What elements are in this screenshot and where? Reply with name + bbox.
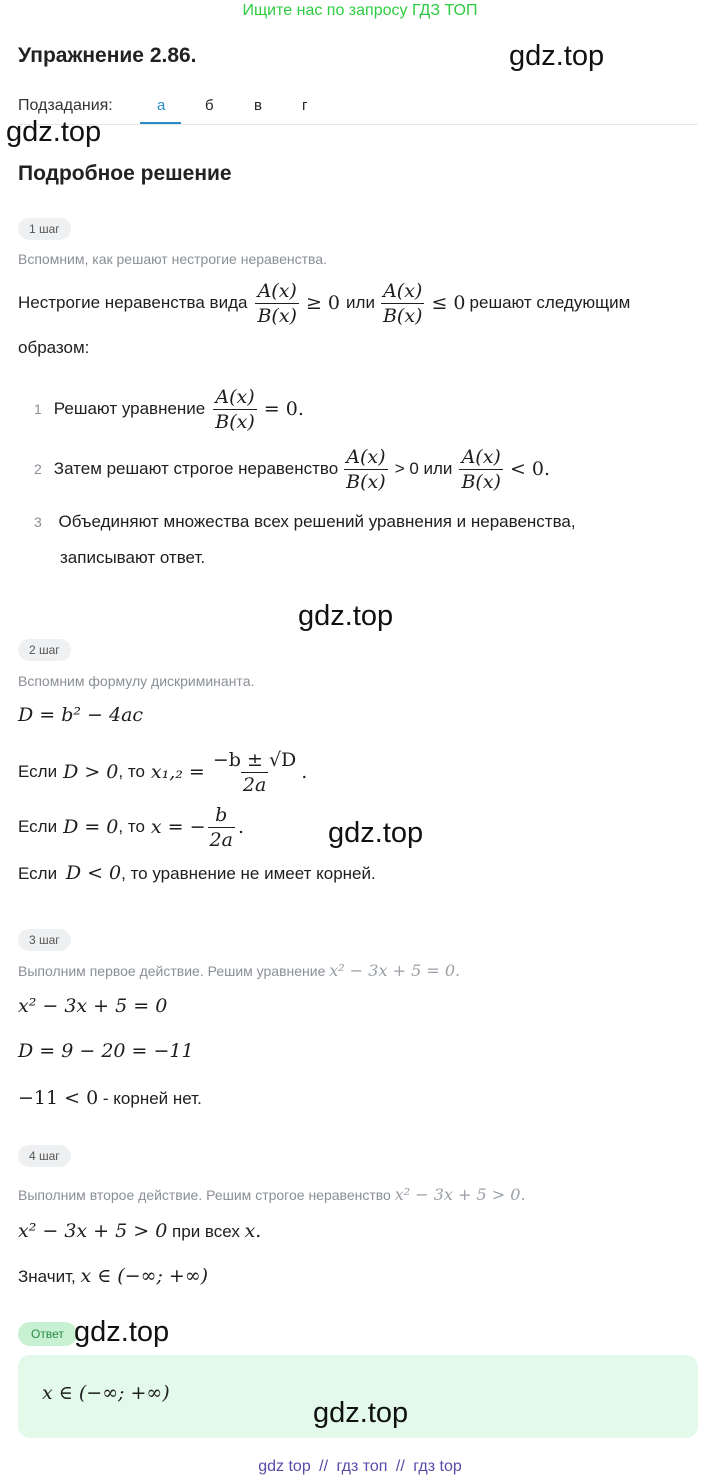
math: D > 0 bbox=[63, 761, 119, 783]
result-line bbox=[18, 1265, 208, 1287]
footer-separator: // bbox=[319, 1458, 329, 1475]
case-line bbox=[18, 862, 376, 884]
fraction-numerator: A(x) bbox=[257, 279, 297, 302]
intro-after: решают следующим bbox=[469, 293, 631, 312]
list-text-cont: записывают ответ. bbox=[60, 548, 206, 567]
list-number: 1 bbox=[34, 401, 42, 417]
conclusion-text: - корней нет. bbox=[98, 1089, 202, 1108]
if-word: Если bbox=[18, 817, 58, 836]
list-item bbox=[34, 383, 304, 435]
math: ≥ 0 bbox=[305, 292, 341, 314]
fraction-denominator: 2a bbox=[242, 773, 267, 796]
tab-a[interactable]: а bbox=[157, 97, 166, 114]
if-word: Если bbox=[18, 864, 58, 883]
math: < 0. bbox=[509, 458, 551, 480]
then-word: , то bbox=[118, 762, 145, 781]
step-hint bbox=[18, 1185, 526, 1204]
step-badge: 2 шаг bbox=[18, 639, 71, 661]
list-text: Решают уравнение bbox=[53, 399, 206, 418]
watermark: gdz.top bbox=[298, 600, 394, 632]
list-text: Объединяют множества всех решений уравнения и неравенства, bbox=[58, 512, 576, 531]
fraction-numerator: −b ± √D bbox=[212, 748, 297, 771]
result-text: Значит, bbox=[18, 1267, 81, 1286]
equation: D = 9 − 20 = −11 bbox=[18, 1040, 194, 1062]
watermark: gdz.top bbox=[74, 1316, 170, 1348]
intro-text: Нестрогие неравенства вида bbox=[18, 293, 248, 312]
subtasks-label: Подзадания: bbox=[18, 97, 113, 114]
math: x. bbox=[244, 1220, 262, 1242]
intro-or: или bbox=[346, 293, 375, 312]
fraction-numerator: b bbox=[215, 803, 228, 826]
hint-math: x² − 3x + 5 = 0. bbox=[329, 961, 461, 980]
list-mid: > 0 или bbox=[394, 459, 453, 478]
footer-link[interactable]: гдз топ bbox=[336, 1458, 388, 1475]
math: ≤ 0 bbox=[431, 292, 466, 314]
fraction-numerator: A(x) bbox=[461, 445, 501, 468]
fraction-numerator: A(x) bbox=[346, 445, 386, 468]
math: x ∈ (−∞; +∞) bbox=[80, 1265, 209, 1287]
answer-badge: Ответ bbox=[18, 1322, 77, 1346]
if-word: Если bbox=[18, 762, 58, 781]
list-item bbox=[34, 512, 576, 532]
watermark: gdz.top bbox=[6, 116, 102, 148]
hint-text: Выполним первое действие. Решим уравнение bbox=[18, 963, 326, 979]
case3-text: , то уравнение не имеет корней. bbox=[121, 864, 376, 883]
hint-math: x² − 3x + 5 > 0. bbox=[394, 1185, 526, 1204]
case-line bbox=[18, 745, 307, 799]
math: . bbox=[301, 761, 308, 783]
page-title: Упражнение 2.86. bbox=[18, 44, 197, 67]
tab-b[interactable]: б bbox=[205, 97, 214, 114]
tab-g[interactable]: г bbox=[302, 97, 308, 114]
fraction bbox=[213, 386, 257, 433]
step-badge: 4 шаг bbox=[18, 1145, 71, 1167]
case-line bbox=[18, 802, 244, 852]
fraction bbox=[208, 804, 235, 851]
fraction-denominator: B(x) bbox=[215, 410, 255, 433]
math: D < 0 bbox=[65, 862, 122, 884]
watermark: gdz.top bbox=[509, 40, 605, 72]
math: x₁,₂ = bbox=[150, 761, 205, 783]
result-text: при всех bbox=[167, 1222, 245, 1241]
result-line bbox=[18, 1220, 261, 1242]
list-number: 2 bbox=[34, 461, 42, 477]
fraction bbox=[211, 749, 298, 796]
math: . bbox=[237, 816, 245, 838]
math: −11 < 0 bbox=[18, 1087, 99, 1109]
fraction bbox=[255, 280, 299, 327]
fraction-denominator: B(x) bbox=[257, 304, 297, 327]
fraction-numerator: A(x) bbox=[383, 279, 423, 302]
divider bbox=[18, 124, 698, 125]
footer-links bbox=[0, 1458, 720, 1476]
fraction bbox=[459, 446, 503, 493]
step1-intro bbox=[18, 276, 630, 330]
footer-link[interactable]: гдз top bbox=[413, 1458, 462, 1475]
fraction-numerator: A(x) bbox=[215, 385, 255, 408]
watermark: gdz.top bbox=[313, 1397, 409, 1429]
fraction-denominator: 2a bbox=[209, 828, 233, 851]
fraction-denominator: B(x) bbox=[461, 470, 501, 493]
math: = 0. bbox=[263, 398, 304, 420]
step-badge: 3 шаг bbox=[18, 929, 71, 951]
step-badge: 1 шаг bbox=[18, 218, 71, 240]
conclusion bbox=[18, 1087, 202, 1109]
fraction bbox=[381, 280, 425, 327]
hint-text: Выполним второе действие. Решим строгое неравенство bbox=[18, 1187, 391, 1203]
math: D = 0 bbox=[63, 816, 119, 838]
formula: D = b² − 4ac bbox=[18, 704, 144, 726]
tab-v[interactable]: в bbox=[254, 97, 262, 114]
list-number: 3 bbox=[34, 514, 42, 530]
answer-value: x ∈ (−∞; +∞) bbox=[42, 1382, 170, 1404]
equation: x² − 3x + 5 = 0 bbox=[18, 995, 168, 1017]
then-word: , то bbox=[118, 817, 145, 836]
math: x² − 3x + 5 > 0 bbox=[18, 1220, 168, 1242]
list-item bbox=[34, 443, 550, 495]
list-text: Затем решают строгое неравенство bbox=[53, 459, 339, 478]
fraction-denominator: B(x) bbox=[382, 304, 423, 327]
fraction bbox=[344, 446, 388, 493]
top-banner[interactable]: Ищите нас по запросу ГДЗ ТОП bbox=[242, 2, 478, 19]
step-hint: Вспомним формулу дискриминанта. bbox=[18, 673, 255, 689]
intro-line2: образом: bbox=[18, 338, 90, 357]
footer-separator: // bbox=[395, 1458, 405, 1475]
math: x = − bbox=[150, 816, 206, 838]
watermark: gdz.top bbox=[328, 817, 424, 849]
footer-link[interactable]: gdz top bbox=[258, 1458, 311, 1475]
step-hint: Вспомним, как решают нестрогие неравенства. bbox=[18, 251, 327, 267]
section-title: Подробное решение bbox=[18, 162, 232, 185]
step-hint bbox=[18, 961, 460, 980]
fraction-denominator: B(x) bbox=[346, 470, 386, 493]
